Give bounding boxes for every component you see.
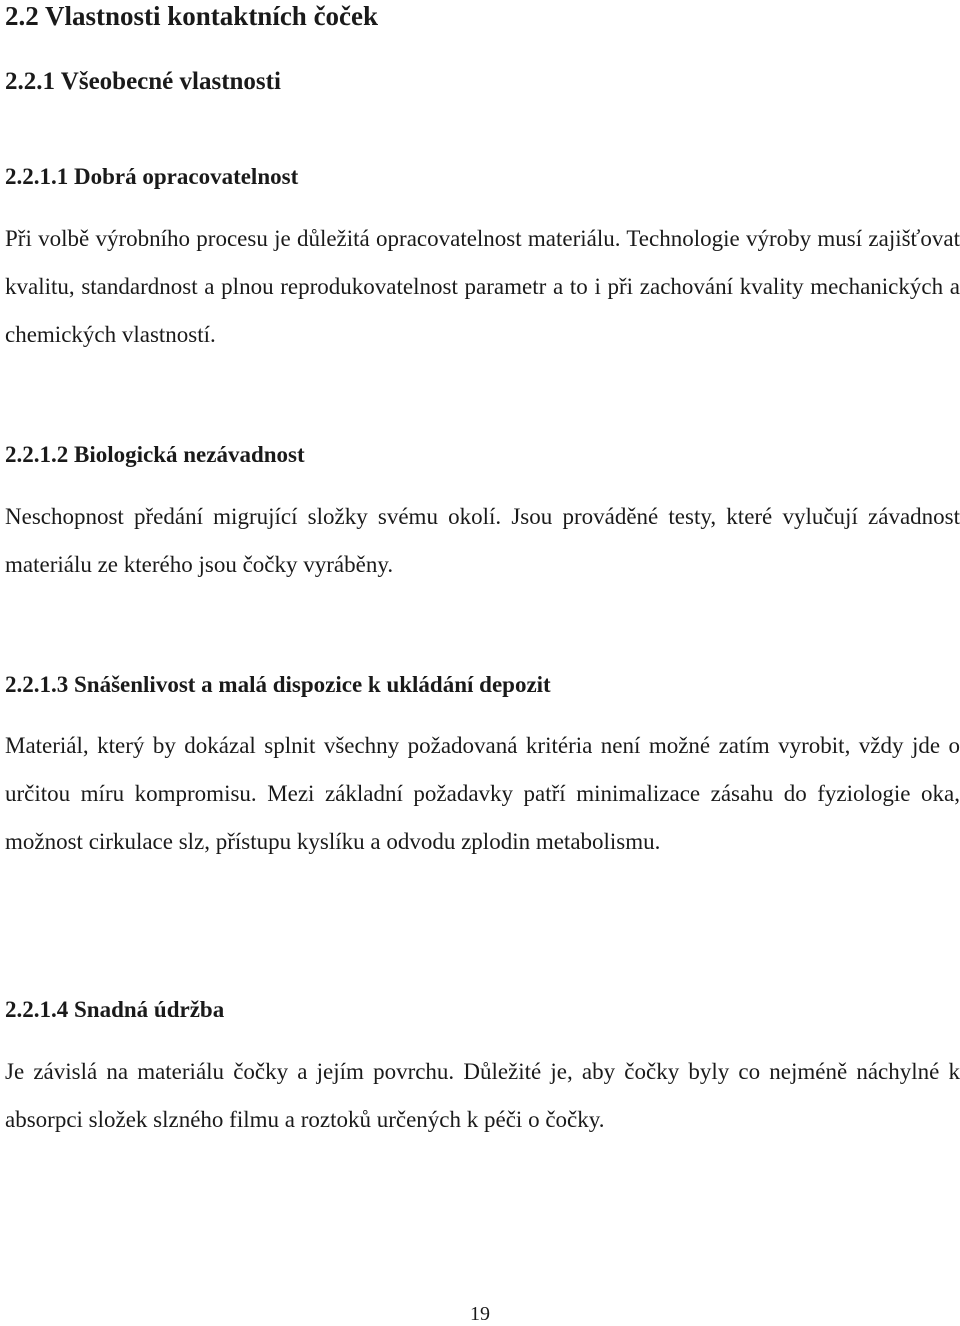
section-heading: 2.2 Vlastnosti kontaktních čoček [5,1,379,31]
item-heading-dobra-opracovatelnost: 2.2.1.1 Dobrá opracovatelnost [5,164,299,189]
item-paragraph-dobra-opracovatelnost: Při volbě výrobního procesu je důležitá opracovatelnost materiálu. Technologie výroby musí zajišťovat kvalitu, standardnost a plnou reprodukovatelnost parametr a to i při zachování kvality mechanických a chemických vlastností. [5,226,960,347]
item-heading-snasenlivost: 2.2.1.3 Snášenlivost a malá dispozice k ukládání depozit [5,672,551,697]
page-number: 19 [470,1303,490,1325]
item-heading-snadna-udrzba: 2.2.1.4 Snadná údržba [5,997,225,1022]
subsection-heading: 2.2.1 Všeobecné vlastnosti [5,68,281,95]
item-paragraph-snadna-udrzba: Je závislá na materiálu čočky a jejím povrchu. Důležité je, aby čočky byly co nejméně náchylné k absorpci složek slzného filmu a roztoků určených k péči o čočky. [5,1059,960,1132]
item-paragraph-snasenlivost: Materiál, který by dokázal splnit všechny požadovaná kritéria není možné zatím vyrobit, vždy jde o určitou míru kompromisu. Mezi základní požadavky patří minimalizace zásahu do fyziologie oka, možnost cirkulace slz, přístupu kyslíku a odvodu zplodin metabolismu. [5,733,960,854]
item-heading-biologicka-nezavadnost: 2.2.1.2 Biologická nezávadnost [5,442,305,467]
item-paragraph-biologicka-nezavadnost: Neschopnost předání migrující složky svému okolí. Jsou prováděné testy, které vylučují závadnost materiálu ze kterého jsou čočky vyráběny. [5,504,960,577]
